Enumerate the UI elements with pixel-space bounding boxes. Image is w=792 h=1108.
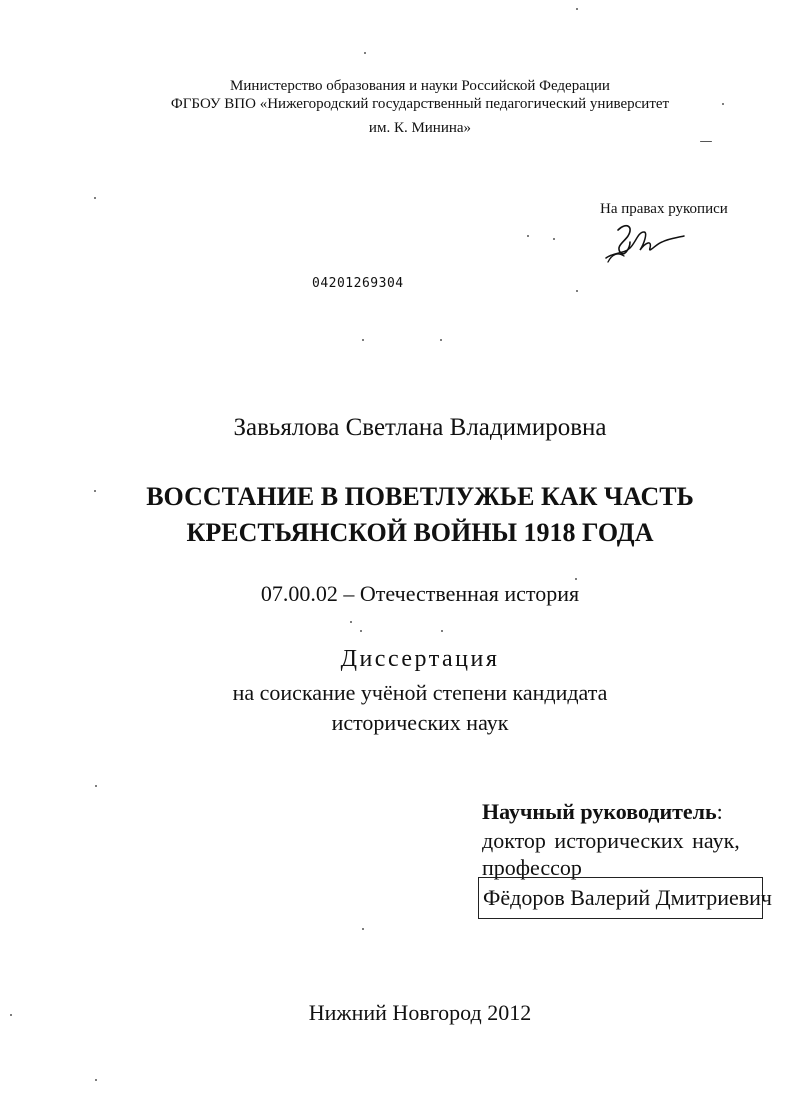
university-name-line: им. К. Минина» <box>368 120 472 136</box>
dissertation-title-line-2: КРЕСТЬЯНСКОЙ ВОЙНЫ 1918 ГОДА <box>186 518 654 547</box>
scan-speck <box>350 621 352 623</box>
university-line: ФГБОУ ВПО «Нижегородский государственный педагогический университет <box>170 96 670 112</box>
scan-speck <box>362 339 364 341</box>
scan-speck <box>441 630 443 632</box>
scan-speck <box>722 103 724 105</box>
scan-speck <box>362 928 364 930</box>
city-year: Нижний Новгород 2012 <box>308 1000 532 1025</box>
degree-line-1: на соискание учёной степени кандидата <box>232 680 608 705</box>
scan-speck <box>95 1079 97 1081</box>
scan-speck <box>440 339 442 341</box>
scan-speck <box>576 290 578 292</box>
scan-speck <box>360 630 362 632</box>
degree-line-2: исторических наук <box>331 710 509 735</box>
signature-image <box>600 218 690 268</box>
supervisor-heading-text: Научный руководитель <box>482 799 717 824</box>
work-type: Диссертация <box>340 646 500 672</box>
scan-speck <box>553 238 555 240</box>
document-number: 04201269304 <box>312 276 404 291</box>
supervisor-title: профессор <box>482 855 582 880</box>
supervisor-heading <box>482 799 723 825</box>
manuscript-note: На правах рукописи <box>600 201 728 217</box>
supervisor-degree: доктор исторических наук, <box>482 828 740 853</box>
scan-speck <box>94 197 96 199</box>
scan-speck <box>95 785 97 787</box>
author-name: Завьялова Светлана Владимировна <box>233 414 607 441</box>
scan-speck <box>576 8 578 10</box>
specialty-code: 07.00.02 – Отечественная история <box>260 581 580 606</box>
supervisor-heading-colon: : <box>716 799 723 824</box>
ministry-line: Министерство образования и науки Российской Федерации <box>230 78 610 94</box>
scan-speck <box>575 578 577 580</box>
scan-speck <box>527 235 529 237</box>
scan-speck <box>364 52 366 54</box>
scan-speck <box>700 141 712 142</box>
dissertation-title-line-1: ВОССТАНИЕ В ПОВЕТЛУЖЬЕ КАК ЧАСТЬ <box>146 482 694 511</box>
scan-speck <box>10 1014 12 1016</box>
supervisor-name-box: Фёдоров Валерий Дмитриевич <box>478 877 763 919</box>
scan-speck <box>94 490 96 492</box>
